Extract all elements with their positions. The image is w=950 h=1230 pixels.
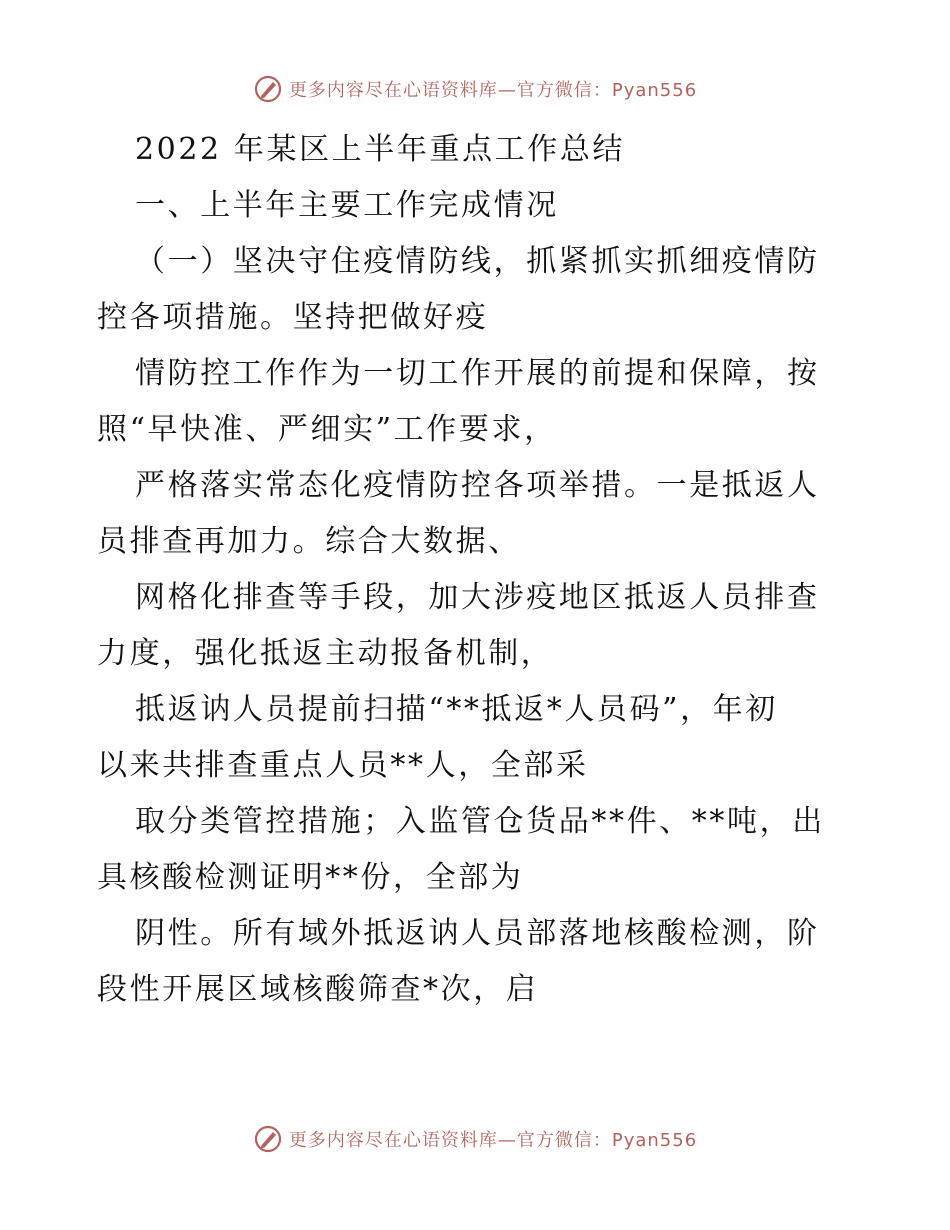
paragraph-line: 阴性。所有域外抵返讷人员部落地核酸检测，阶	[135, 916, 820, 951]
paragraph-line: 员排查再加力。综合大数据、	[97, 524, 521, 559]
paragraph-line: 控各项措施。坚持把做好疫	[97, 300, 489, 335]
watermark-text: 更多内容尽在心语资料库—官方微信：Pyan556	[288, 80, 698, 101]
paragraph-line: 力度，强化抵返主动报备机制，	[97, 636, 554, 671]
paragraph-line: 以来共排查重点人员**人，全部采	[97, 748, 589, 783]
paragraph-line: 严格落实常态化疫情防控各项举措。一是抵返人	[135, 468, 820, 503]
paragraph-line: （一）坚决守住疫情防线，抓紧抓实抓细疫情防	[135, 244, 820, 279]
paragraph-line: 取分类管控措施；入监管仓货品**件、**吨，出	[135, 804, 825, 839]
document-body	[97, 122, 857, 1018]
paragraph-line: 段性开展区域核酸筛查*次，启	[97, 972, 539, 1007]
pen-logo-icon	[253, 74, 283, 104]
watermark-text: 更多内容尽在心语资料库—官方微信：Pyan556	[288, 1130, 698, 1151]
pen-logo-icon	[253, 1124, 283, 1154]
section-heading: 一、上半年主要工作完成情况	[135, 188, 559, 223]
paragraph-line: 抵返讷人员提前扫描“**抵返*人员码”，年初	[135, 692, 778, 727]
paragraph-line: 网格化排查等手段，加大涉疫地区抵返人员排查	[135, 580, 820, 615]
paragraph-line: 情防控工作作为一切工作开展的前提和保障，按	[135, 356, 820, 391]
header-watermark	[0, 74, 950, 104]
paragraph-line: 具核酸检测证明**份，全部为	[97, 860, 524, 895]
paragraph-line: 照“早快准、严细实”工作要求，	[97, 412, 557, 447]
document-title: 2022 年某区上半年重点工作总结	[135, 132, 626, 167]
footer-watermark	[0, 1124, 950, 1154]
